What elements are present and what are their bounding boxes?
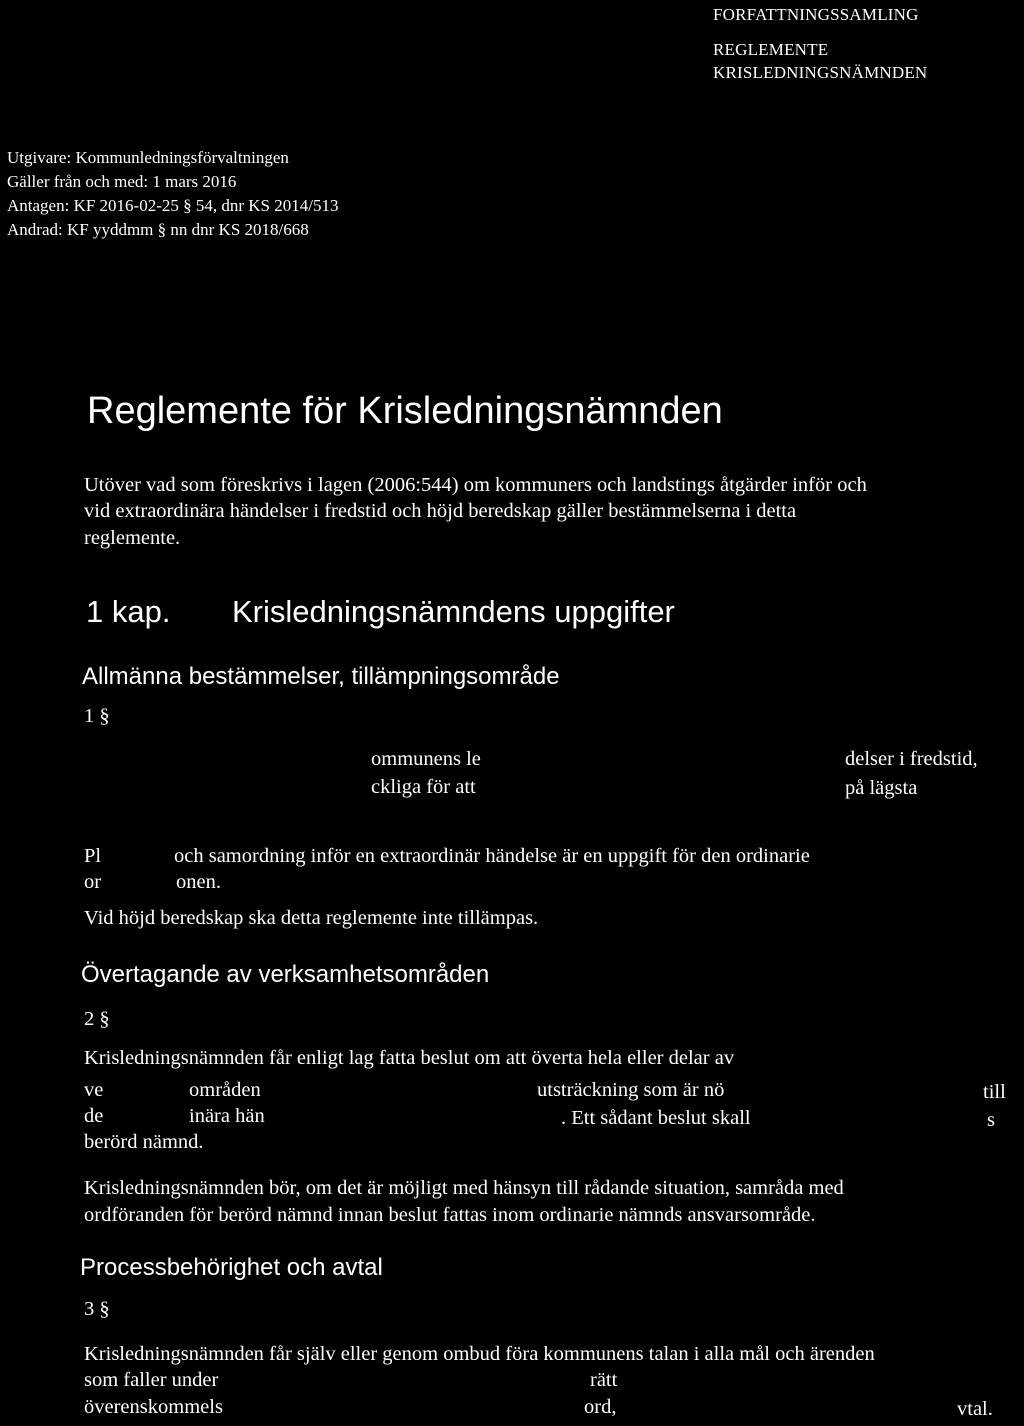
- meta-publisher: Utgivare: Kommunledningsförvaltningen: [7, 148, 289, 167]
- document-name: KRISLEDNINGSNÄMNDEN: [713, 63, 928, 82]
- text-fragment: på lägsta: [845, 777, 918, 799]
- body-line: Krisledningsnämnden får enligt lag fatta beslut om att överta hela eller delar av: [84, 1047, 735, 1069]
- text-fragment: Pl: [84, 845, 102, 867]
- body-line: ordföranden för berörd nämnd innan beslut fattas inom ordinarie nämnds ansvarsområde.: [84, 1204, 816, 1226]
- paragraph-mark-3: 3 §: [84, 1298, 110, 1320]
- meta-amended: Andrad: KF yyddmm § nn dnr KS 2018/668: [7, 220, 309, 239]
- text-fragment: ord,: [584, 1396, 617, 1418]
- text-fragment: onen.: [176, 871, 221, 893]
- text-fragment: utsträckning som är nö: [537, 1079, 725, 1101]
- section-heading-general: Allmänna bestämmelser, tillämpningsområde: [82, 663, 560, 690]
- text-fragment: ckliga för att: [371, 776, 476, 798]
- intro-line-1: Utöver vad som föreskrivs i lagen (2006:544) om kommuners och landstings åtgärder inför och: [84, 474, 867, 496]
- document-type: REGLEMENTE: [713, 40, 829, 59]
- text-fragment: ommunens le: [371, 748, 481, 770]
- body-line: berörd nämnd.: [84, 1131, 204, 1153]
- body-line: Krisledningsnämnden bör, om det är möjligt med hänsyn till rådande situation, samråda med: [84, 1177, 844, 1199]
- intro-line-2: vid extraordinära händelser i fredstid och höjd beredskap gäller bestämmelserna i detta: [84, 500, 797, 522]
- text-fragment: . Ett sådant beslut skall: [561, 1107, 751, 1129]
- section-heading-process: Processbehörighet och avtal: [80, 1254, 383, 1281]
- text-fragment: som faller under: [84, 1369, 219, 1391]
- text-fragment: s: [987, 1109, 995, 1131]
- text-fragment: or: [84, 871, 102, 893]
- body-line: Vid höjd beredskap ska detta reglemente inte tillämpas.: [84, 907, 539, 929]
- text-fragment: inära hän: [189, 1105, 265, 1127]
- body-line: Krisledningsnämnden får själv eller genom ombud föra kommunens talan i alla mål och ärenden: [84, 1343, 875, 1365]
- page-title: Reglemente för Krisledningsnämnden: [87, 390, 723, 432]
- paragraph-mark-2: 2 §: [84, 1008, 110, 1030]
- text-fragment: delser i fredstid,: [845, 748, 978, 770]
- section-heading-takeover: Övertagande av verksamhetsområden: [81, 961, 490, 988]
- intro-line-3: reglemente.: [84, 527, 181, 549]
- text-fragment: vtal.: [957, 1398, 993, 1420]
- collection-label: FORFATTNINGSSAMLING: [713, 5, 919, 24]
- paragraph-mark-1: 1 §: [84, 705, 110, 727]
- text-fragment: de: [84, 1105, 104, 1127]
- text-fragment: till: [983, 1081, 1006, 1103]
- meta-adopted: Antagen: KF 2016-02-25 § 54, dnr KS 2014/513: [7, 196, 339, 215]
- text-fragment: och samordning inför en extraordinär händelse är en uppgift för den ordinarie: [174, 845, 810, 867]
- meta-valid-from: Gäller från och med: 1 mars 2016: [7, 172, 237, 191]
- text-fragment: överenskommels: [84, 1396, 223, 1418]
- text-fragment: ve: [84, 1079, 104, 1101]
- text-fragment: områden: [189, 1079, 261, 1101]
- chapter-number: 1 kap.: [86, 594, 171, 629]
- text-fragment: rätt: [590, 1369, 618, 1391]
- chapter-title: Krisledningsnämndens uppgifter: [232, 594, 675, 629]
